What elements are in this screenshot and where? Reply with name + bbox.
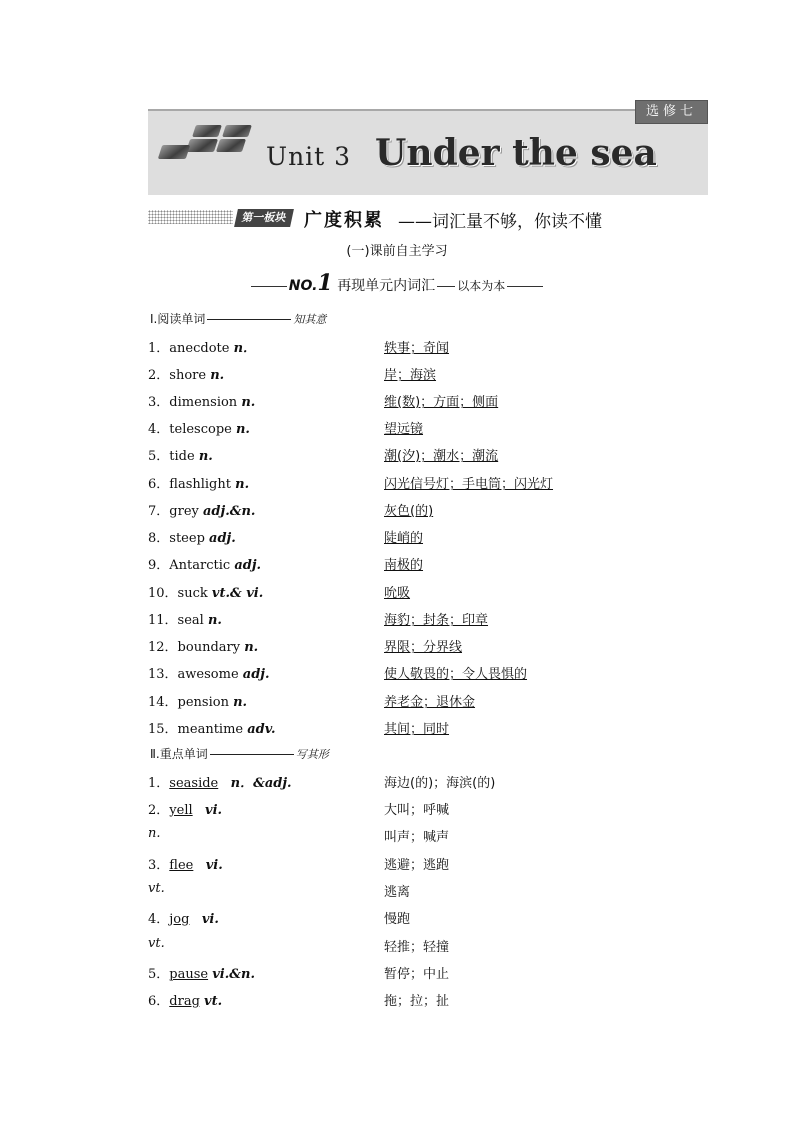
item-definition: 海豹；封条；印章 xyxy=(384,613,489,628)
item-word: grey xyxy=(169,504,199,519)
list-item xyxy=(148,337,708,357)
item-definition: 暂停；中止 xyxy=(384,967,450,982)
item-word: pause xyxy=(169,967,209,982)
item-pos: vt. xyxy=(148,881,165,896)
sea-photos-icon xyxy=(158,123,253,163)
divider xyxy=(207,319,291,320)
list-subitem xyxy=(148,881,708,901)
item-number: 9． xyxy=(148,558,170,573)
item-pos: vi. xyxy=(201,912,219,927)
item-pos: n. xyxy=(244,640,259,655)
item-number: 3． xyxy=(148,858,170,873)
item-pos: n. xyxy=(148,826,161,841)
list-item xyxy=(148,636,708,656)
unit-title: Under the sea xyxy=(375,132,657,174)
item-word: tide xyxy=(169,449,195,464)
item-pos: adj. xyxy=(234,558,262,573)
item-word: flashlight xyxy=(169,477,231,492)
item-definition: 逃离 xyxy=(384,885,411,900)
item-definition: 大叫；呼喊 xyxy=(384,803,450,818)
item-pos: n. xyxy=(210,368,225,383)
item-definition: 其间；同时 xyxy=(384,722,450,737)
list-item xyxy=(148,554,708,574)
item-pos: adj. xyxy=(242,667,270,682)
item-number: 4． xyxy=(148,422,170,437)
section-title: 广度积累 xyxy=(304,210,384,231)
item-number: 11． xyxy=(148,613,178,628)
item-word: flee xyxy=(169,858,194,873)
section-heading xyxy=(148,206,708,230)
pre-study-heading: (一)课前自主学习 xyxy=(346,244,448,259)
dot-pattern xyxy=(148,210,233,224)
item-pos: adv. xyxy=(247,722,276,737)
no-title: 再现单元内词汇 xyxy=(337,278,436,294)
section-badge: 第一板块 xyxy=(234,209,294,227)
item-number: 6． xyxy=(148,994,170,1009)
item-pos: n. xyxy=(198,449,213,464)
item-word: seaside xyxy=(169,776,219,791)
item-pos: vt. xyxy=(148,936,165,951)
item-definition: 闪光信号灯；手电筒；闪光灯 xyxy=(384,477,554,492)
item-number: 2． xyxy=(148,803,170,818)
list-item xyxy=(148,663,708,683)
item-number: 1． xyxy=(148,776,170,791)
divider xyxy=(437,286,455,287)
item-definition: 使人敬畏的；令人畏惧的 xyxy=(384,667,528,682)
list-item xyxy=(148,391,708,411)
item-number: 6． xyxy=(148,477,170,492)
item-word: meantime xyxy=(177,722,244,737)
list-item xyxy=(148,908,708,928)
item-definition: 轶事；奇闻 xyxy=(384,341,450,356)
group-hint: 写其形 xyxy=(295,748,329,761)
list-item xyxy=(148,718,708,738)
list-item xyxy=(148,772,708,792)
item-word: drag xyxy=(169,994,200,1009)
item-pos: vi.&n. xyxy=(212,967,255,982)
list-item xyxy=(148,445,708,465)
list-item xyxy=(148,500,708,520)
item-word: Antarctic xyxy=(169,558,231,573)
item-number: 3． xyxy=(148,395,170,410)
item-definition: 慢跑 xyxy=(384,912,411,927)
item-word: steep xyxy=(169,531,205,546)
item-definition: 界限；分界线 xyxy=(384,640,463,655)
list-item xyxy=(148,609,708,629)
item-definition: 陡峭的 xyxy=(384,531,424,546)
item-number: 5． xyxy=(148,967,170,982)
list-item xyxy=(148,527,708,547)
item-number: 12． xyxy=(148,640,178,655)
item-definition: 灰色(的) xyxy=(384,504,434,519)
group-key-words xyxy=(150,745,329,762)
elective-tag: 选修七 xyxy=(635,100,708,124)
divider xyxy=(251,286,287,287)
item-pos: adj.&n. xyxy=(203,504,256,519)
item-number: 2． xyxy=(148,368,170,383)
item-pos: n. xyxy=(241,395,256,410)
list-item xyxy=(148,963,708,983)
item-definition: 潮(汐)；潮水；潮流 xyxy=(384,449,499,464)
item-number: 15． xyxy=(148,722,178,737)
item-word: dimension xyxy=(169,395,238,410)
group-label: Ⅰ.阅读单词 xyxy=(150,312,206,326)
item-pos: vi. xyxy=(205,803,223,818)
no-prefix: NO. xyxy=(288,278,318,294)
group-label: Ⅱ.重点单词 xyxy=(150,747,208,761)
item-word: jog xyxy=(169,912,190,927)
item-definition: 轻推；轻撞 xyxy=(384,940,450,955)
list-item xyxy=(148,854,708,874)
item-pos: n．&adj. xyxy=(230,776,292,791)
list-subitem xyxy=(148,826,708,846)
group-reading-words xyxy=(150,310,326,327)
item-definition: 南极的 xyxy=(384,558,424,573)
item-definition: 海边(的)；海滨(的) xyxy=(384,776,496,791)
item-number: 14． xyxy=(148,695,178,710)
item-pos: vi. xyxy=(205,858,223,873)
item-pos: adj. xyxy=(209,531,236,546)
item-number: 10． xyxy=(148,586,178,601)
item-word: seal xyxy=(177,613,204,628)
item-word: boundary xyxy=(177,640,241,655)
no1-heading xyxy=(0,270,794,296)
item-definition: 岸；海滨 xyxy=(384,368,437,383)
item-word: yell xyxy=(169,803,193,818)
list-item xyxy=(148,990,708,1010)
item-pos: n． xyxy=(233,341,257,356)
item-number: 13． xyxy=(148,667,178,682)
item-definition: 拖；拉；扯 xyxy=(384,994,450,1009)
group-hint: 知其意 xyxy=(293,313,327,326)
unit-number: Unit 3 xyxy=(266,142,352,171)
no-number: 1 xyxy=(317,270,333,296)
item-word: anecdote xyxy=(169,341,230,356)
item-definition: 望远镜 xyxy=(384,422,424,437)
item-pos: vt.& vi. xyxy=(211,586,264,601)
list-item xyxy=(148,582,708,602)
unit-banner xyxy=(148,104,708,195)
no-subtitle: 以本为本 xyxy=(457,279,506,293)
list-item xyxy=(148,799,708,819)
item-word: awesome xyxy=(177,667,239,682)
item-word: suck xyxy=(177,586,208,601)
list-item xyxy=(148,473,708,493)
item-number: 7． xyxy=(148,504,170,519)
item-definition: 吮吸 xyxy=(384,586,411,601)
item-pos: n. xyxy=(235,422,250,437)
item-definition: 叫声；喊声 xyxy=(384,830,450,845)
item-word: telescope xyxy=(169,422,232,437)
list-item xyxy=(148,418,708,438)
item-number: 5． xyxy=(148,449,170,464)
item-pos: vt. xyxy=(204,994,223,1009)
item-pos: n. xyxy=(207,613,222,628)
list-item xyxy=(148,364,708,384)
list-item xyxy=(148,691,708,711)
item-pos: n. xyxy=(235,477,250,492)
item-number: 1． xyxy=(148,341,170,356)
section-subtitle: ——词汇量不够，你读不懂 xyxy=(398,212,602,232)
item-word: shore xyxy=(169,368,207,383)
item-number: 8． xyxy=(148,531,170,546)
item-definition: 维(数)；方面；侧面 xyxy=(384,395,499,410)
divider xyxy=(507,286,543,287)
item-definition: 养老金；退休金 xyxy=(384,695,476,710)
item-pos: n. xyxy=(233,695,248,710)
item-definition: 逃避；逃跑 xyxy=(384,858,450,873)
list-subitem xyxy=(148,936,708,956)
item-number: 4． xyxy=(148,912,170,927)
divider xyxy=(210,754,294,755)
item-word: pension xyxy=(177,695,229,710)
